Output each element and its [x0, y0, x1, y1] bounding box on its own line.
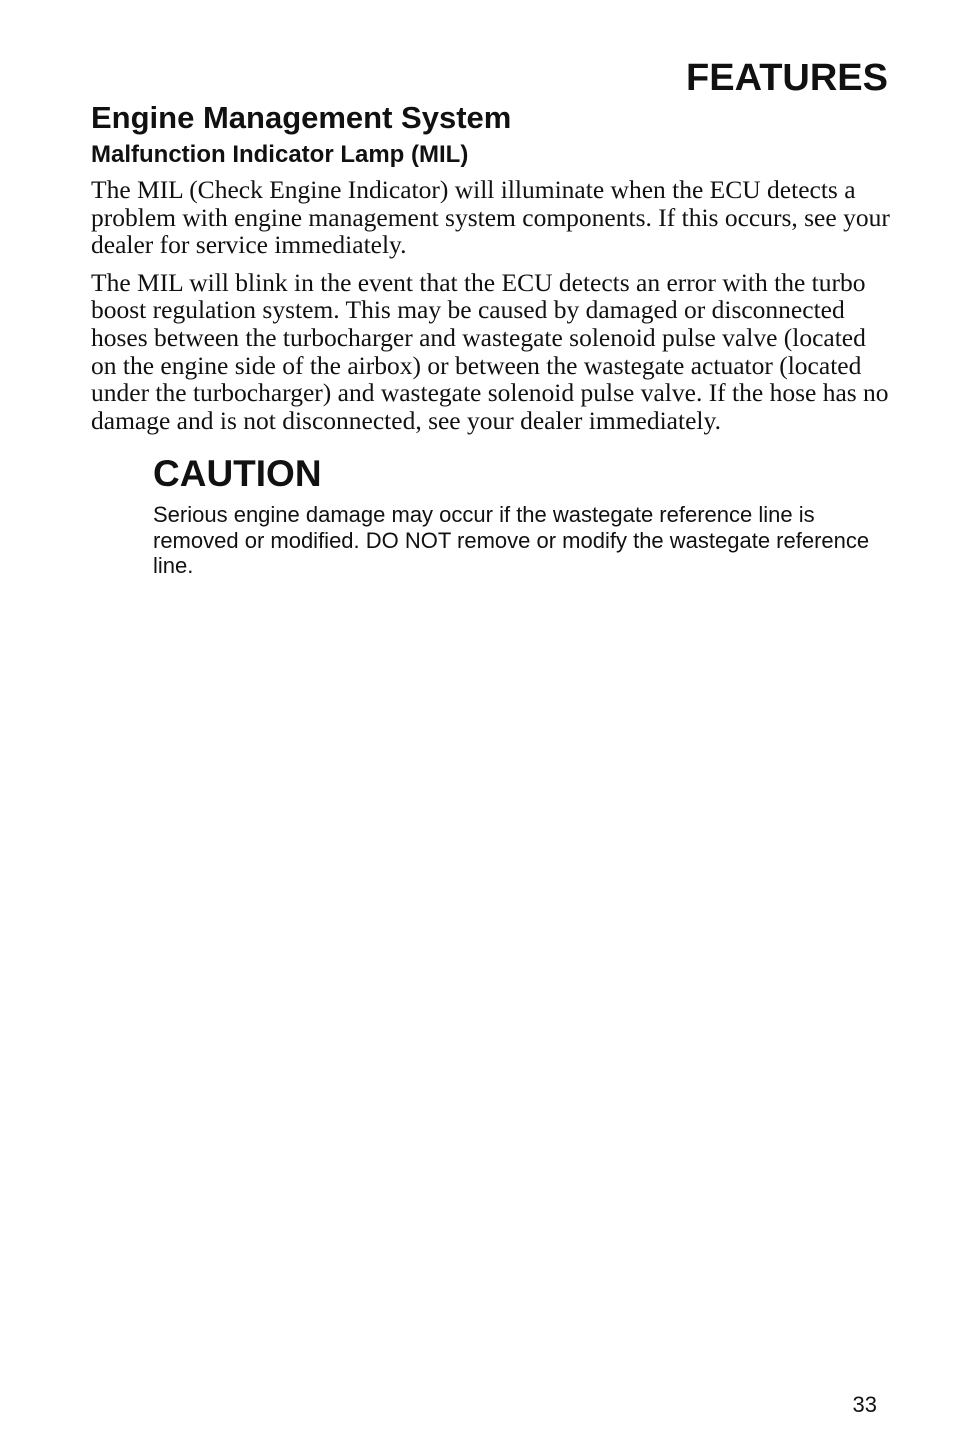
page-number: 33	[852, 1392, 877, 1417]
section-title: Engine Management System	[91, 100, 512, 135]
page-header-title: FEATURES	[686, 57, 888, 99]
caution-text: Serious engine damage may occur if the wastegate reference line is removed or modified. DO NOT remove or modify the wastegate reference line.	[153, 502, 870, 579]
main-content	[91, 99, 891, 579]
subsection-title: Malfunction Indicator Lamp (MIL)	[91, 141, 469, 168]
paragraph-mil-blink: The MIL will blink in the event that the ECU detects an error with the turbo boost regulation system. This may be caused by damaged or disconnected hoses between the turbocharger and wastegate solenoid pulse valve (located on the engine side of the airbox) or between the wastegate actuator (located under the turbocharger) and wastegate solenoid pulse valve. If the hose has no damage and is not disconnected, see your dealer immediately.	[91, 267, 889, 435]
paragraph-mil-illuminate: The MIL (Check Engine Indicator) will illuminate when the ECU detects a problem with engine management system components. If this occurs, see your dealer for service immediately.	[91, 175, 890, 260]
caution-title: CAUTION	[153, 453, 322, 495]
caution-block	[153, 452, 893, 579]
